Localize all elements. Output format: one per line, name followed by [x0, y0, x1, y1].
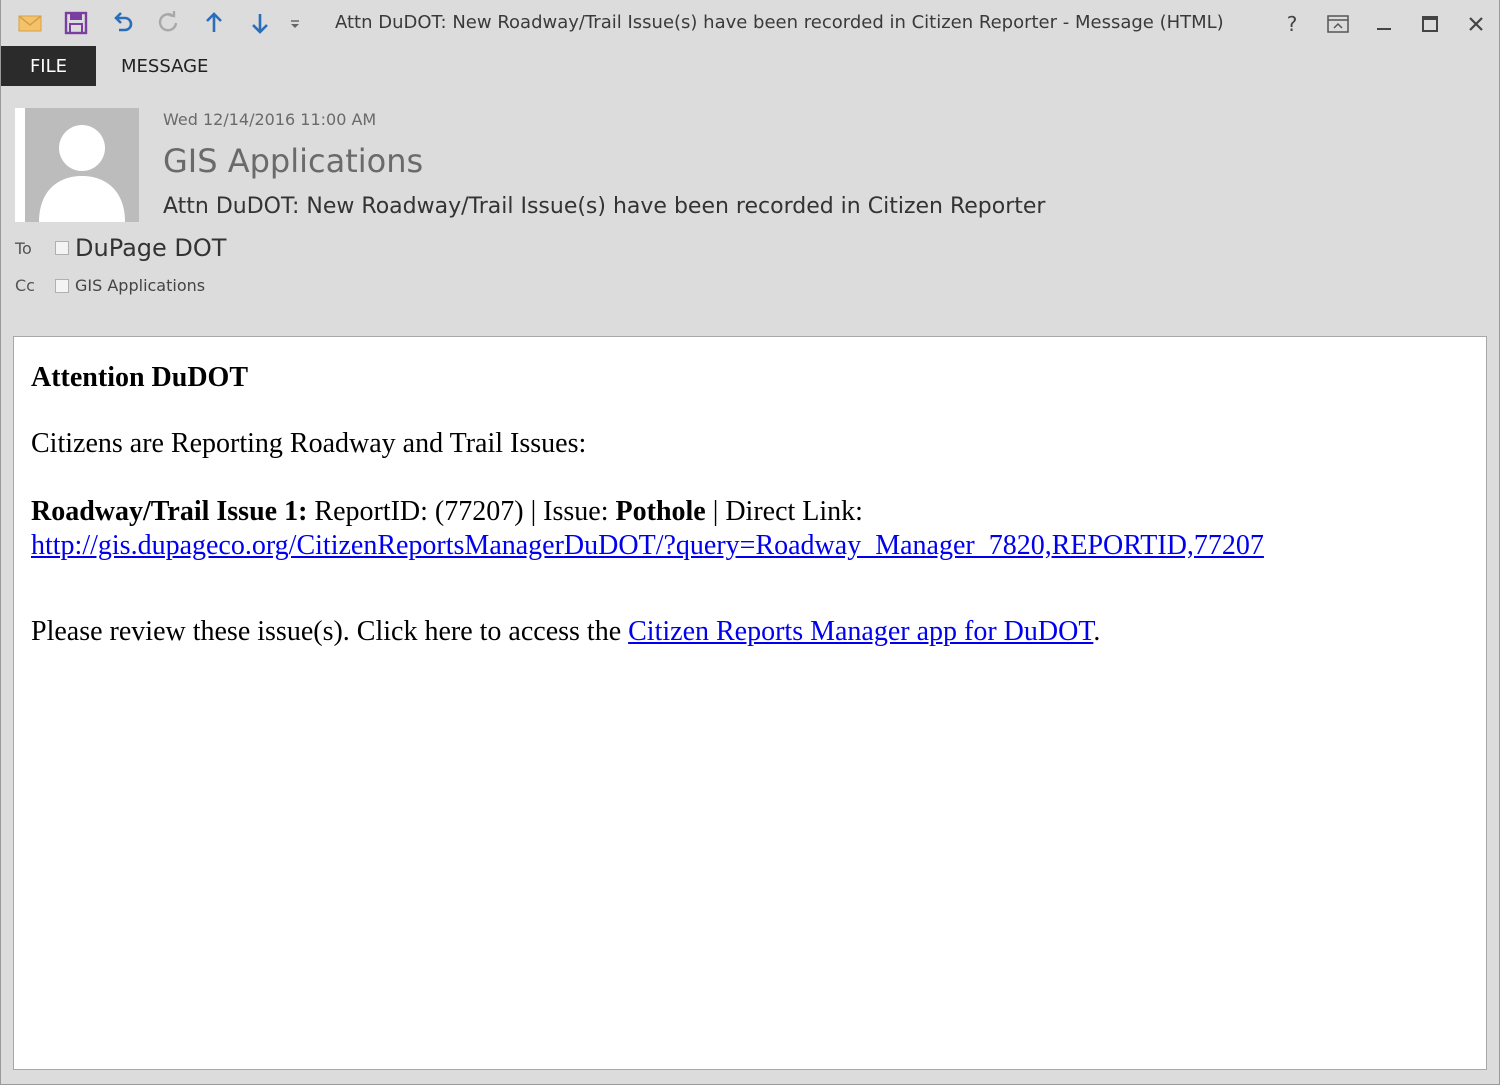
report-id: (77207)	[434, 496, 524, 527]
closing-prefix: Please review these issue(s). Click here to access the	[31, 616, 629, 647]
sent-date: Wed 12/14/2016 11:00 AM	[163, 110, 377, 129]
message-body[interactable]	[13, 336, 1487, 1070]
issue-entry	[31, 495, 1471, 563]
tab-message[interactable]: MESSAGE	[121, 55, 209, 77]
citizen-reports-manager-link[interactable]: Citizen Reports Manager app for DuDOT	[628, 616, 1094, 647]
cc-recipient[interactable]: GIS Applications	[75, 276, 206, 295]
link-prefix: | Direct Link:	[705, 496, 863, 527]
message-body-content	[31, 361, 1471, 649]
report-id-prefix: ReportID:	[307, 496, 435, 527]
ribbon-tabs	[1, 46, 1499, 86]
help-button[interactable]: ?	[1286, 12, 1298, 36]
message-subject: Attn DuDOT: New Roadway/Trail Issue(s) have been recorded in Citizen Reporter	[163, 194, 1046, 219]
to-label: To	[15, 238, 32, 258]
closing-suffix: .	[1093, 616, 1101, 647]
person-silhouette-icon	[15, 108, 139, 222]
envelope-icon	[17, 10, 43, 36]
closing-text	[31, 615, 1471, 649]
ribbon-display-options-icon[interactable]	[1323, 10, 1353, 38]
redo-icon[interactable]	[155, 10, 181, 36]
message-header	[1, 86, 1499, 336]
direct-link[interactable]: http://gis.dupageco.org/CitizenReportsManagerDuDOT/?query=Roadway_Manager_7820,REPORTID,77207	[31, 530, 1264, 561]
title-bar	[1, 0, 1499, 48]
cc-label: Cc	[15, 276, 35, 295]
cc-recipient-checkbox[interactable]	[55, 279, 69, 293]
avatar	[15, 108, 139, 222]
issue-prefix: | Issue:	[523, 496, 616, 527]
window-title: Attn DuDOT: New Roadway/Trail Issue(s) have been recorded in Citizen Reporter - Message (HTML)	[335, 12, 1224, 33]
previous-item-icon[interactable]	[201, 10, 227, 36]
issue-type: Pothole	[615, 496, 706, 527]
close-icon[interactable]	[1461, 10, 1491, 38]
tab-file[interactable]: FILE	[1, 46, 96, 86]
next-item-icon[interactable]	[247, 10, 273, 36]
to-recipient[interactable]: DuPage DOT	[75, 234, 227, 262]
undo-icon[interactable]	[109, 10, 135, 36]
minimize-icon[interactable]	[1369, 10, 1399, 38]
issue-label: Roadway/Trail Issue 1:	[31, 496, 308, 527]
sender-name[interactable]: GIS Applications	[163, 142, 424, 180]
customize-qat-icon[interactable]	[285, 10, 305, 36]
cc-row	[15, 276, 205, 295]
greeting: Attention DuDOT	[31, 362, 249, 393]
to-row	[15, 234, 226, 262]
intro-text: Citizens are Reporting Roadway and Trail Issues:	[31, 428, 587, 459]
to-recipient-checkbox[interactable]	[55, 241, 69, 255]
save-icon[interactable]	[63, 10, 89, 36]
maximize-icon[interactable]	[1415, 10, 1445, 38]
